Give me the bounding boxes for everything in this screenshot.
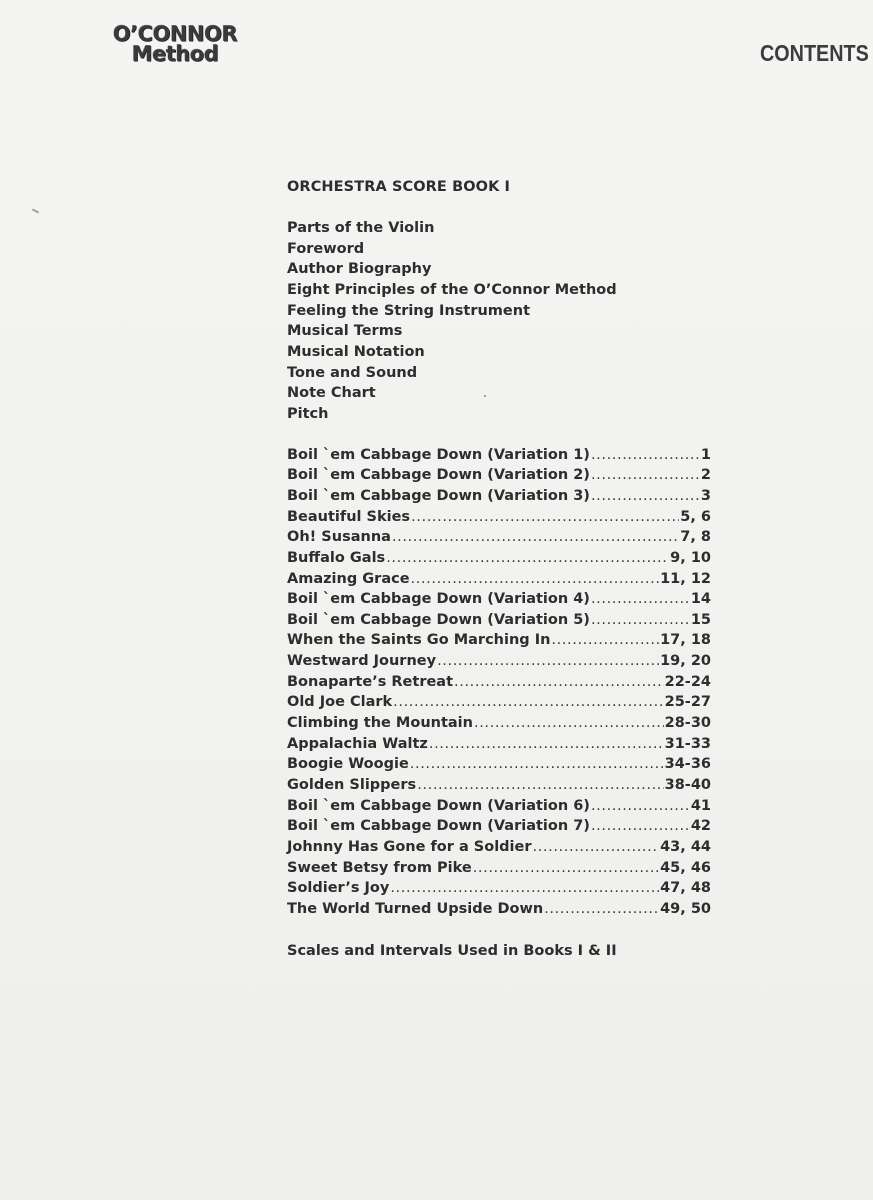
toc-entry-title: Westward Journey <box>287 653 437 670</box>
toc-entry-title: Boil `em Cabbage Down (Variation 1) <box>287 446 590 463</box>
toc-entry-page: 15 <box>690 611 711 628</box>
toc-leader <box>591 610 690 631</box>
toc-entry <box>287 734 711 755</box>
toc-entry-page: 42 <box>690 818 711 835</box>
book-title: ORCHESTRA SCORE BOOK I <box>287 179 511 195</box>
toc-entry-title: Boogie Woogie <box>287 756 409 773</box>
toc-leader <box>474 713 664 734</box>
oconnor-method-logo <box>105 24 245 65</box>
toc-entry-title: Boil `em Cabbage Down (Variation 6) <box>287 797 590 814</box>
toc-entry-page: 47, 48 <box>660 880 711 897</box>
toc-entry-title: Climbing the Mountain <box>287 715 473 732</box>
toc-entry-title: Oh! Susanna <box>287 529 391 546</box>
front-matter-item: Feeling the String Instrument <box>287 302 531 319</box>
toc-entry <box>287 610 711 631</box>
toc-entry <box>287 589 711 610</box>
toc-entry-page: 45, 46 <box>660 859 711 876</box>
front-matter-item: Musical Notation <box>287 343 425 360</box>
toc-entry-page: 11, 12 <box>660 570 711 587</box>
front-matter-item: Author Biography <box>287 261 432 278</box>
toc-leader <box>417 775 663 796</box>
toc-entry <box>287 796 711 817</box>
front-matter-item: Pitch <box>287 405 329 422</box>
toc-entry <box>287 548 711 569</box>
contents-section <box>287 177 711 961</box>
logo-text-line-1: O’CONNOR <box>112 22 238 46</box>
toc-entry-page: 2 <box>700 467 711 484</box>
toc-entry-page: 3 <box>700 487 711 504</box>
toc-entry-page: 14 <box>690 591 711 608</box>
toc-entry <box>287 527 711 548</box>
toc-leader <box>386 548 669 569</box>
toc-entry-title: Golden Slippers <box>287 777 417 794</box>
toc-entry-page: 22-24 <box>664 673 711 690</box>
toc-entry-title: Old Joe Clark <box>287 694 393 711</box>
front-matter-item: Foreword <box>287 240 365 257</box>
logo-text-line-2: Method <box>131 42 219 66</box>
toc-entry-page: 49, 50 <box>660 901 711 917</box>
toc-entry <box>287 878 711 899</box>
toc-entry-page: 41 <box>690 797 711 814</box>
toc-entry-title: Soldier’s Joy <box>287 880 390 897</box>
toc-entry <box>287 445 711 466</box>
toc-entry <box>287 507 711 528</box>
toc-leader <box>392 527 679 548</box>
toc-leader <box>591 445 700 466</box>
toc-leader <box>429 734 664 755</box>
toc-entry <box>287 569 711 590</box>
toc-entry-title: Boil `em Cabbage Down (Variation 3) <box>287 487 590 504</box>
toc-leader <box>544 899 659 920</box>
toc-entry-page: 1 <box>700 446 711 463</box>
front-matter-item: Eight Principles of the O’Connor Method <box>287 281 617 298</box>
toc-entry-page: 7, 8 <box>680 529 711 546</box>
toc-entry <box>287 754 711 775</box>
toc-entry-title: Boil `em Cabbage Down (Variation 4) <box>287 591 590 608</box>
toc-entry-page: 25-27 <box>664 694 711 711</box>
front-matter-item: Musical Terms <box>287 323 403 340</box>
toc-leader <box>591 486 700 507</box>
toc-entry-page: 43, 44 <box>660 839 711 856</box>
toc-entry <box>287 775 711 796</box>
toc-entry-page: 31-33 <box>664 735 711 752</box>
toc-leader <box>390 878 659 899</box>
toc-entry-title: Beautiful Skies <box>287 508 411 525</box>
toc-entry-page: 28-30 <box>664 715 711 732</box>
toc-entry-title: Boil `em Cabbage Down (Variation 7) <box>287 818 590 835</box>
toc-entry-page: 38-40 <box>664 777 711 794</box>
front-matter-item: Note Chart <box>287 385 376 402</box>
toc-entry-title: Bonaparte’s Retreat <box>287 673 454 690</box>
front-matter-list <box>287 218 711 425</box>
toc-entry-page: 19, 20 <box>660 653 711 670</box>
toc-leader <box>411 569 660 590</box>
front-matter-item: Parts of the Violin <box>287 220 435 236</box>
toc-leader <box>437 651 659 672</box>
toc-entry-title: Johnny Has Gone for a Soldier <box>287 839 532 856</box>
toc-leader <box>411 507 679 528</box>
appendix-entry: Scales and Intervals Used in Books I & II <box>287 942 617 959</box>
toc-entry <box>287 713 711 734</box>
toc-leader <box>591 816 690 837</box>
toc-leader <box>393 692 663 713</box>
toc-entry-page: 34-36 <box>664 756 711 773</box>
toc-entry <box>287 465 711 486</box>
toc-entry <box>287 672 711 693</box>
toc-leader <box>591 589 690 610</box>
toc-leader <box>591 796 690 817</box>
toc-leader <box>551 630 659 651</box>
toc-entry-page: 9, 10 <box>670 549 711 566</box>
toc-entry <box>287 837 711 858</box>
front-matter-item: Tone and Sound <box>287 364 418 381</box>
toc-leader <box>591 465 700 486</box>
toc-entry <box>287 692 711 713</box>
toc-leader <box>410 754 664 775</box>
toc-entry <box>287 858 711 879</box>
toc-entry <box>287 630 711 651</box>
toc-entry-title: Amazing Grace <box>287 570 410 587</box>
toc-entry-page: 17, 18 <box>660 632 711 649</box>
toc-leader <box>454 672 664 693</box>
toc-leader <box>533 837 660 858</box>
toc-entry <box>287 486 711 507</box>
toc-entry <box>287 899 711 920</box>
toc-entry-title: When the Saints Go Marching In <box>287 632 551 649</box>
toc-entry-title: Boil `em Cabbage Down (Variation 2) <box>287 467 590 484</box>
toc-entry-page: 5, 6 <box>680 508 711 525</box>
toc-entry-title: Buffalo Gals <box>287 549 386 566</box>
toc-entry-title: The World Turned Upside Down <box>287 901 544 917</box>
toc-entry <box>287 816 711 837</box>
toc-list <box>287 445 711 920</box>
toc-entry-title: Appalachia Waltz <box>287 735 428 752</box>
scan-speck <box>32 208 39 213</box>
toc-entry <box>287 651 711 672</box>
toc-entry-title: Boil `em Cabbage Down (Variation 5) <box>287 611 590 628</box>
page-title: CONTENTS <box>760 40 869 66</box>
toc-leader <box>473 858 659 879</box>
toc-entry-title: Sweet Betsy from Pike <box>287 859 472 876</box>
